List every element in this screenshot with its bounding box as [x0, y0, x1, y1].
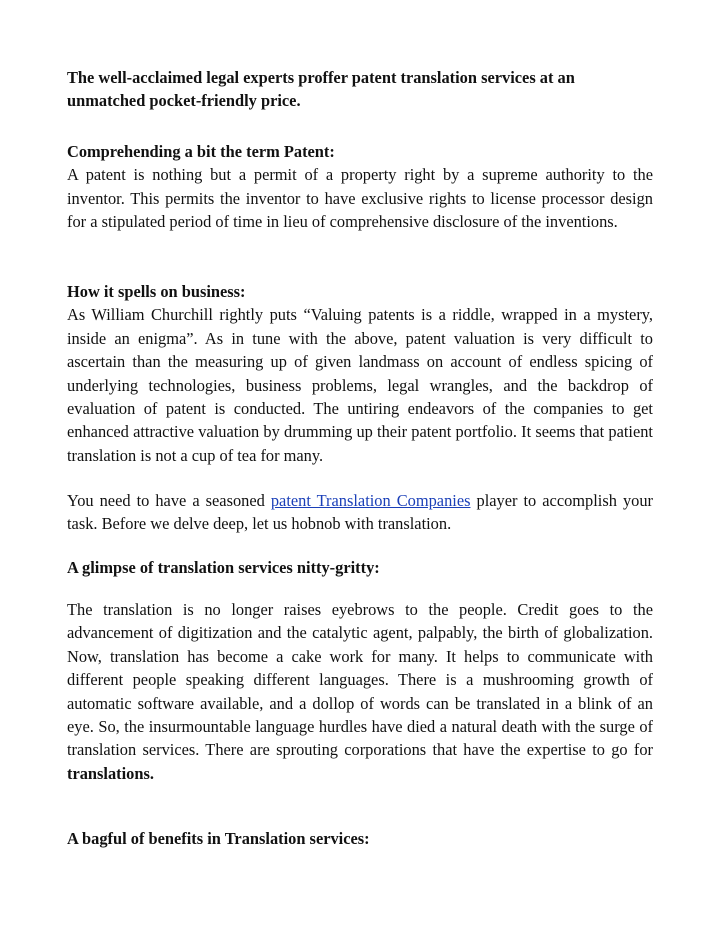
section-translation-paragraph: [67, 598, 653, 785]
section-heading-patent: Comprehending a bit the term Patent:: [67, 142, 335, 161]
patent-translation-companies-link[interactable]: patent Translation Companies: [270, 491, 471, 510]
seasoned-text-after: player to accomplish your task. Before we delve deep, let us hobnob with translation.: [67, 491, 653, 534]
section-heading-business: How it spells on business:: [67, 282, 246, 301]
section-body-business: As William Churchill rightly puts “Valuing patents is a riddle, wrapped in a mystery, inside an enigma”. As in tune with the above, patent valuation is very difficult to ascertain than the measuring up of given landmass on account of endless spicing of underlying technologies, business problems, legal wrangles, and the backdrop of evaluation of patent is conducted. The untiring endeavors of the companies to get enhanced attractive valuation by drumming up their patent portfolio. It seems that patient translation is not a cup of tea for many.: [67, 305, 653, 465]
section-patent: [67, 140, 653, 234]
translation-body: The translation is no longer raises eyebrows to the people. Credit goes to the advancement of digitization and the catalytic agent, palpably, the birth of globalization. Now, translation has become a cake work for many. It helps to communicate with different people speaking different languages. There is a mushrooming growth of automatic software available, and a dollop of words can be translated in a blink of an eye. So, the insurmountable language hurdles have died a natural death with the surge of translation services. There are sprouting corporations that have the expertise to go for: [67, 600, 653, 760]
section-seasoned-paragraph: [67, 489, 653, 536]
section-heading-benefits: A bagful of benefits in Translation services:: [67, 829, 370, 848]
section-body-patent: A patent is nothing but a permit of a property right by a supreme authority to the inventor. This permits the inventor to have exclusive rights to license processor design for a stipulated period of time in lieu of comprehensive disclosure of the inventions.: [67, 165, 653, 232]
section-business: [67, 280, 653, 467]
section-heading-glimpse: A glimpse of translation services nitty-gritty:: [67, 558, 380, 577]
translation-bold-end: translations.: [67, 763, 154, 783]
intro-paragraph: The well-acclaimed legal experts proffer patent translation services at an unmatched pocket-friendly price.: [67, 68, 575, 111]
seasoned-text-before: You need to have a seasoned: [67, 491, 271, 510]
